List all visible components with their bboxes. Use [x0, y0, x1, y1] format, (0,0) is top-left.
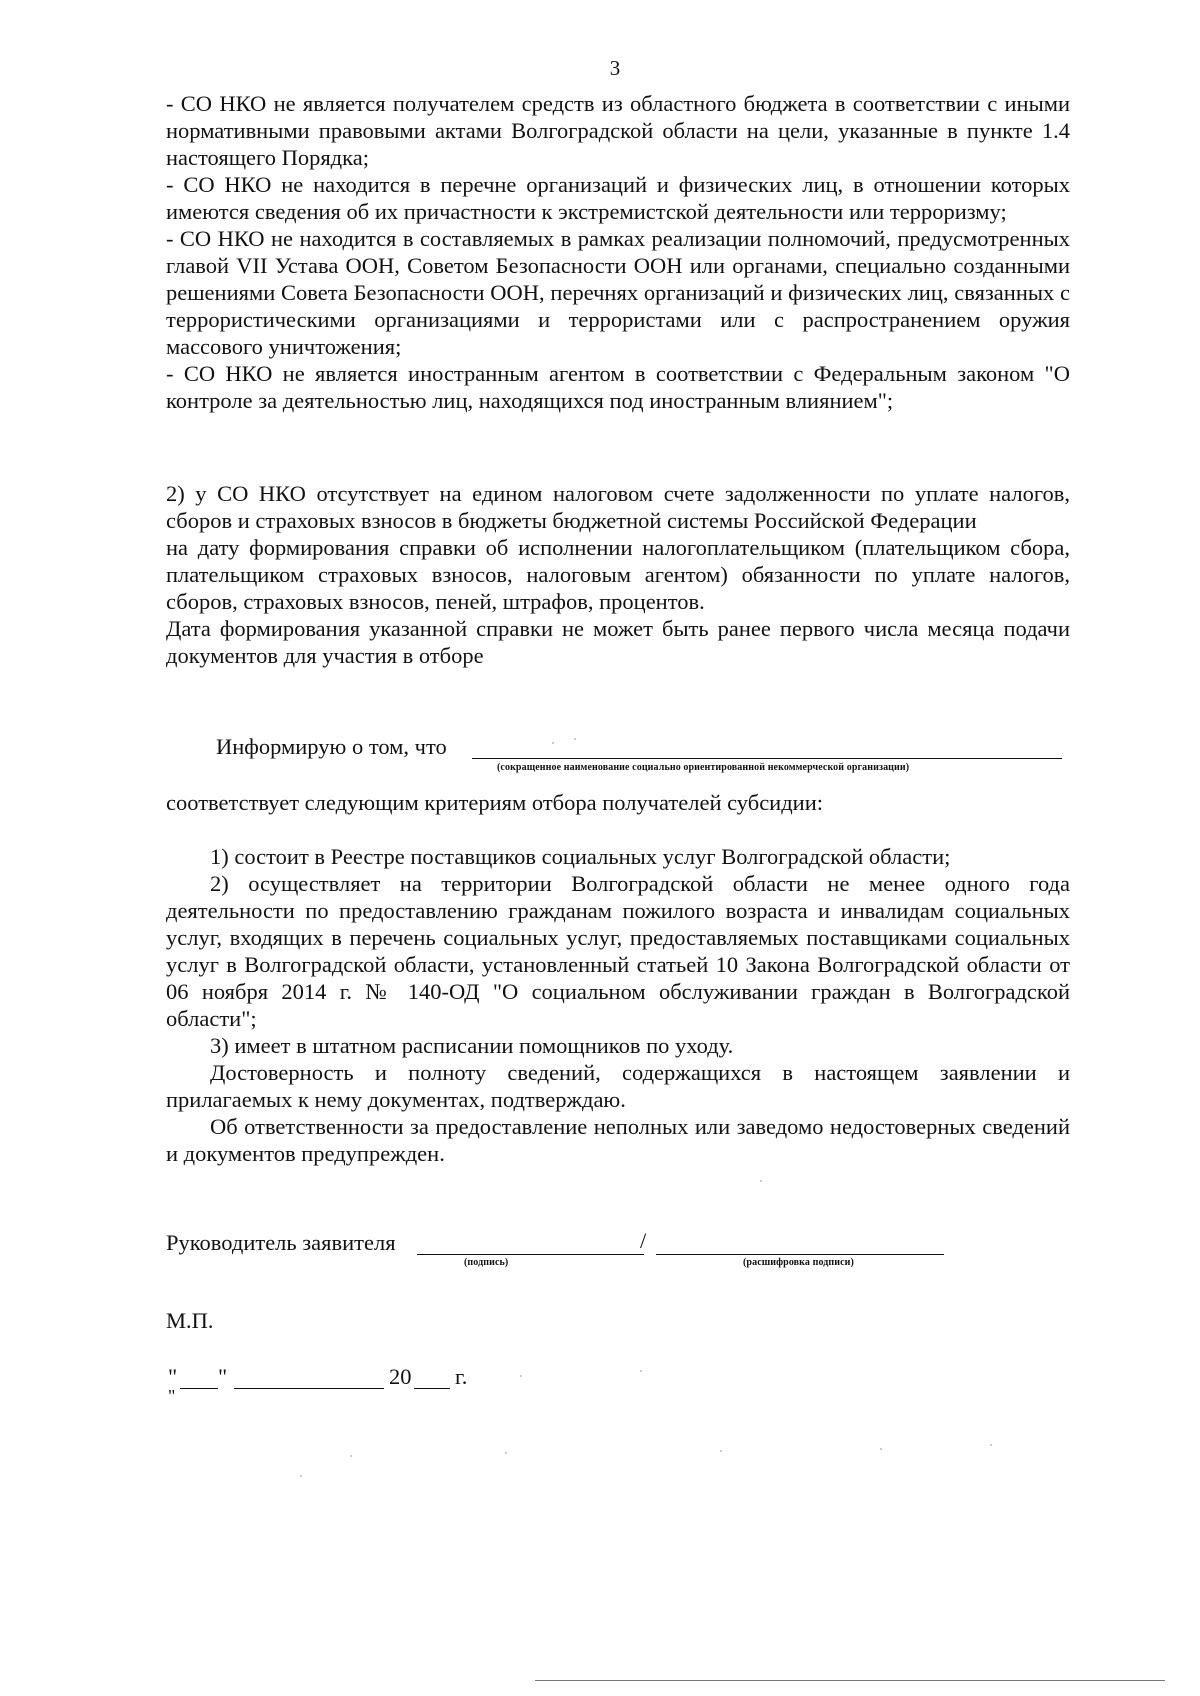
signature-label: Руководитель заявителя — [166, 1230, 396, 1255]
responsibility-paragraph: Об ответственности за предоставление неполных или заведомо недостоверных сведений и документов предупрежден. — [166, 1114, 1070, 1166]
page-number: 3 — [609, 56, 621, 80]
signature-caption: (подпись) — [464, 1257, 509, 1268]
date-year-prefix: 20 — [389, 1364, 412, 1389]
scan-speck — [552, 742, 554, 744]
criterion-bullet-foreign-agent: - СО НКО не является иностранным агентом в соответствии с Федеральным законом "О контроле за деятельностью лиц, находящихся под иностранным влиянием"; — [166, 361, 1070, 413]
signature-field[interactable] — [417, 1254, 644, 1255]
scan-speck — [990, 1444, 992, 1446]
signature-decode-field[interactable] — [656, 1254, 944, 1255]
date-open-quote: " — [168, 1364, 178, 1389]
tax-certificate-date-line: Дата формирования указанной справки не может быть ранее первого числа месяца подачи документов для участия в отборе — [166, 616, 1070, 668]
selection-criterion-staff: 3) имеет в штатном расписании помощников по уходу. — [210, 1033, 734, 1058]
selection-criterion-registry: 1) состоит в Реестре поставщиков социальных услуг Волгоградской области; — [210, 844, 951, 869]
date-year-field[interactable] — [414, 1388, 450, 1389]
scan-speck — [520, 1375, 522, 1377]
scan-speck — [300, 1475, 302, 1477]
date-day-field[interactable] — [180, 1388, 218, 1389]
scan-speck — [574, 738, 576, 740]
criterion-bullet-un-lists: - СО НКО не находится в составляемых в рамках реализации полномочий, предусмотренных главой VII Устава ООН, Советом Безопасности ООН или органами, специально созданными решениями Совета Безопасности ООН, перечнях организаций и физических лиц, связанных с террористическими организациями и террористами или с распространением оружия массового уничтожения; — [166, 226, 1070, 359]
scan-speck — [720, 1450, 722, 1452]
date-close-quote: " — [218, 1364, 228, 1389]
selection-criterion-activity: 2) осуществляет на территории Волгоградской области не менее одного года деятельности по предоставлению гражданам пожилого возраста и инвалидам социальных услуг, входящих в перечень социальных услуг, предоставляемых поставщиками социальных услуг в Волгоградской области, установленный статьей 10 Закона Волгоградской области от 06 ноября 2014 г. № 140-ОД "О социальном обслуживании граждан в Волгоградской области"; — [166, 871, 1070, 1031]
organization-name-caption: (сокращенное наименование социально ориентированной некоммерческой организации) — [497, 762, 910, 773]
signature-decode-caption: (расшифровка подписи) — [743, 1257, 854, 1268]
scan-speck — [350, 1455, 352, 1457]
criterion-bullet-extremism: - СО НКО не находится в перечне организаций и физических лиц, в отношении которых имеются сведения об их причастности к экстремистской деятельности или терроризму; — [166, 172, 1070, 224]
bottom-rule — [535, 1680, 1165, 1681]
scan-speck — [640, 1370, 642, 1372]
inform-prefix: Информирую о том, что — [216, 734, 447, 759]
scan-speck — [760, 1180, 762, 1182]
selection-criteria — [166, 843, 1070, 1167]
date-stray-mark: " — [168, 1386, 176, 1406]
scan-speck — [880, 1448, 882, 1450]
tax-debt-item — [166, 480, 1070, 669]
organization-name-field[interactable] — [472, 758, 1062, 759]
signature-slash: / — [640, 1228, 647, 1253]
criteria-bullets — [166, 90, 1070, 414]
tax-certificate-line: на дату формирования справки об исполнении налогоплательщиком (плательщиком сбора, плательщиком страховых взносов, налоговым агентом) обязанности по уплате налогов, сборов, страховых взносов, пеней, штрафов, процентов. — [166, 535, 1070, 614]
inform-suffix: соответствует следующим критериям отбора получателей субсидии: — [166, 790, 824, 815]
criterion-bullet-budget: - СО НКО не является получателем средств из областного бюджета в соответствии с иными нормативными правовыми актами Волгоградской области на цели, указанные в пункте 1.4 настоящего Порядка; — [166, 91, 1070, 170]
scan-speck — [505, 1452, 507, 1454]
date-month-field[interactable] — [234, 1388, 384, 1389]
stamp-label: М.П. — [166, 1308, 214, 1333]
date-year-suffix: г. — [455, 1364, 468, 1389]
tax-debt-line: 2) у СО НКО отсутствует на едином налоговом счете задолженности по уплате налогов, сборов и страховых взносов в бюджеты бюджетной системы Российской Федерации — [166, 481, 1070, 533]
confirmation-paragraph: Достоверность и полноту сведений, содержащихся в настоящем заявлении и прилагаемых к нему документах, подтверждаю. — [166, 1060, 1070, 1112]
